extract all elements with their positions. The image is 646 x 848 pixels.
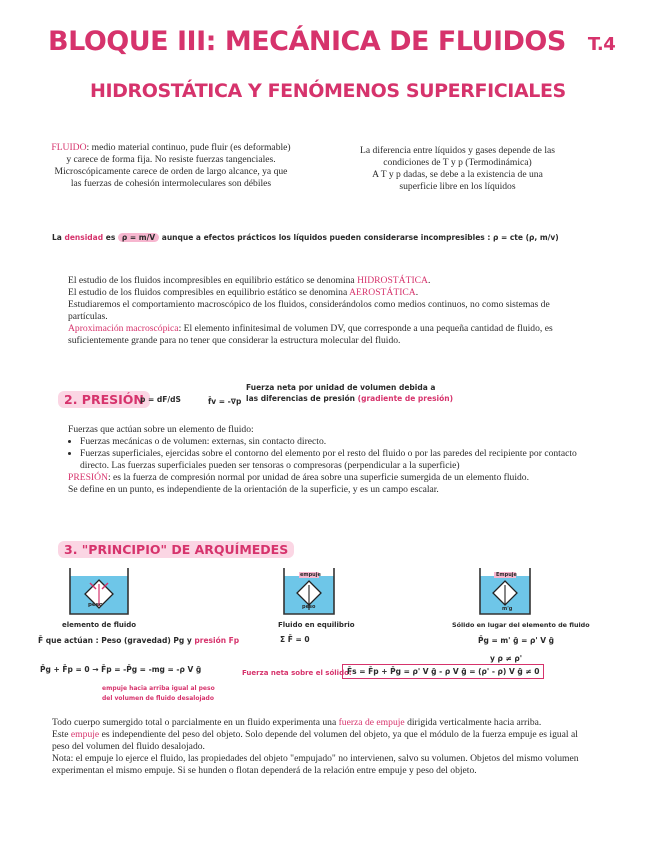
- fig2-equation: Σ F̄ = 0: [280, 635, 310, 644]
- density-formula: ρ = m/V: [118, 233, 159, 242]
- presion-term: PRESIÓN: [68, 472, 108, 483]
- fig2-top-label: empuje: [300, 572, 321, 578]
- archimedes-body: Todo cuerpo sumergido total o parcialmente en un fluido experimenta una fuerza de empuje dirigida verticalmente hacia arriba. Este empuje es independiente del peso del objeto. Solo depende del volumen del objeto, ya que el módulo de la fuerza empuje es igual al peso del volumen del fluido desalojado. Nota: el empuje lo ejerce el fluido, las propiedades del objeto "empujado" no intervienen, salvo su volumen. Objetos del mismo volumen experimentan el mismo empuje. Si se hunden o flotan dependerá de la relación entre empuje y peso del objeto.: [52, 717, 579, 776]
- net-force-label: Fuerza neta sobre el sólido:: [242, 669, 352, 677]
- beaker-fluid-element-figure: [68, 566, 130, 616]
- pressure-note: Fuerza neta por unidad de volumen debida a las diferencias de presión (gradiente de presión): [246, 383, 454, 403]
- page-subtitle: HIDROSTÁTICA Y FENÓMENOS SUPERFICIALES: [90, 80, 566, 102]
- fig1-equation: P̄g + F̄p = 0 → F̄p = -P̄g = -mg = -ρ V ḡ: [40, 665, 202, 674]
- title-tag: T.4: [587, 34, 616, 55]
- fig2-label: Fluido en equilibrio: [278, 621, 355, 629]
- pressure-formula: p = dF/dS: [140, 395, 181, 404]
- fig1-inner-label: peso: [88, 602, 103, 608]
- fig2-inner-label: peso: [302, 604, 316, 610]
- fig3-label: Sólido en lugar del elemento de fluido: [452, 621, 590, 629]
- fig3-equation1: P̄g = m' ḡ = ρ' V ḡ: [478, 636, 555, 645]
- net-force-equation: F̄s = F̄p + P̄g = ρ' V ḡ - ρ V ḡ = (ρ' - ρ) V ḡ ≠ 0: [342, 664, 544, 679]
- page-title: [48, 26, 615, 57]
- fig3-top-label: Empuje: [496, 572, 517, 578]
- fig1-label: elemento de fluido: [62, 621, 137, 629]
- section3-heading: 3. "PRINCIPIO" DE ARQUÍMEDES: [58, 541, 294, 558]
- section2-heading: 2. PRESIÓN: [58, 391, 150, 408]
- fig1-forces: F̄ que actúan : Peso (gravedad) Pg y presión Fp: [38, 636, 240, 645]
- fluido-term: FLUIDO: [51, 142, 87, 153]
- density-line: La densidad es ρ = m/V aunque a efectos prácticos los líquidos pueden considerarse incompresibles : ρ = cte (ρ, m/v): [52, 233, 559, 242]
- intro-left: FLUIDO: medio material continuo, pude fluir (es deformable) y carece de forma fija. No resiste fuerzas tangenciales. Microscópicamente carece de orden de largo alcance, ya que las fuerzas de cohesión intermoleculares son débiles: [51, 142, 291, 189]
- force-formula: f̄v = -∇p: [208, 397, 242, 406]
- density-term: densidad: [64, 233, 104, 242]
- intro-right: La diferencia entre líquidos y gases depende de las condiciones de T y p (Termodinámica) A T y p dadas, se debe a la existencia de una superficie libre en los líquidos: [360, 145, 555, 192]
- title-main: BLOQUE III: MECÁNICA DE FLUIDOS: [48, 26, 566, 57]
- bullet-surface-forces: • Fuerzas superficiales, ejercidas sobre el contorno del elemento por el resto del fluido o por las paredes del recipiente por contacto directo. Las fuerzas superficiales pueden ser tensoras o compresoras (perpendicular a la superficie): [80, 448, 578, 472]
- section2-body: Fuerzas que actúan sobre un elemento de fluido: • Fuerzas mecánicas o de volumen: externas, sin contacto directo. • Fuerzas superficiales, ejercidas sobre el contorno del elemento por el resto del fluido o por las paredes del recipiente por contacto directo. Las fuerzas superficiales pueden ser tensoras o compresoras (perpendicular a la superficie) PRESIÓN: es la fuerza de compresión normal por unidad de área sobre una superficie sumergida de un elemento fluido. Se define en un punto, es independiente de la orientación de la superficie, y es un campo escalar.: [68, 424, 578, 496]
- paragraph-hydrostatics: El estudio de los fluidos incompresibles en equilibrio estático se denomina HIDROSTÁTICA. El estudio de los fluidos compresibles en equilibrio estático se denomina AEROSTÁTICA. Estudiaremos el comportamiento macroscópico de los fluidos, considerándolos como medios continuos, no como sistemas de partículas. Aproximación macroscópica: El elemento infinitesimal de volumen DV, que corresponde a una pequeña cantidad de fluido, es suficientemente grande para no tener que considerar la estructura molecular del fluido.: [68, 275, 553, 346]
- fig1-note: empuje hacia arriba igual al peso del volumen de fluido desalojado: [102, 685, 215, 702]
- fig3-equation2: y ρ ≠ ρ': [490, 654, 523, 663]
- fig3-inner-label: m'g: [502, 606, 513, 612]
- bullet-volume-forces: • Fuerzas mecánicas o de volumen: externas, sin contacto directo.: [80, 436, 578, 448]
